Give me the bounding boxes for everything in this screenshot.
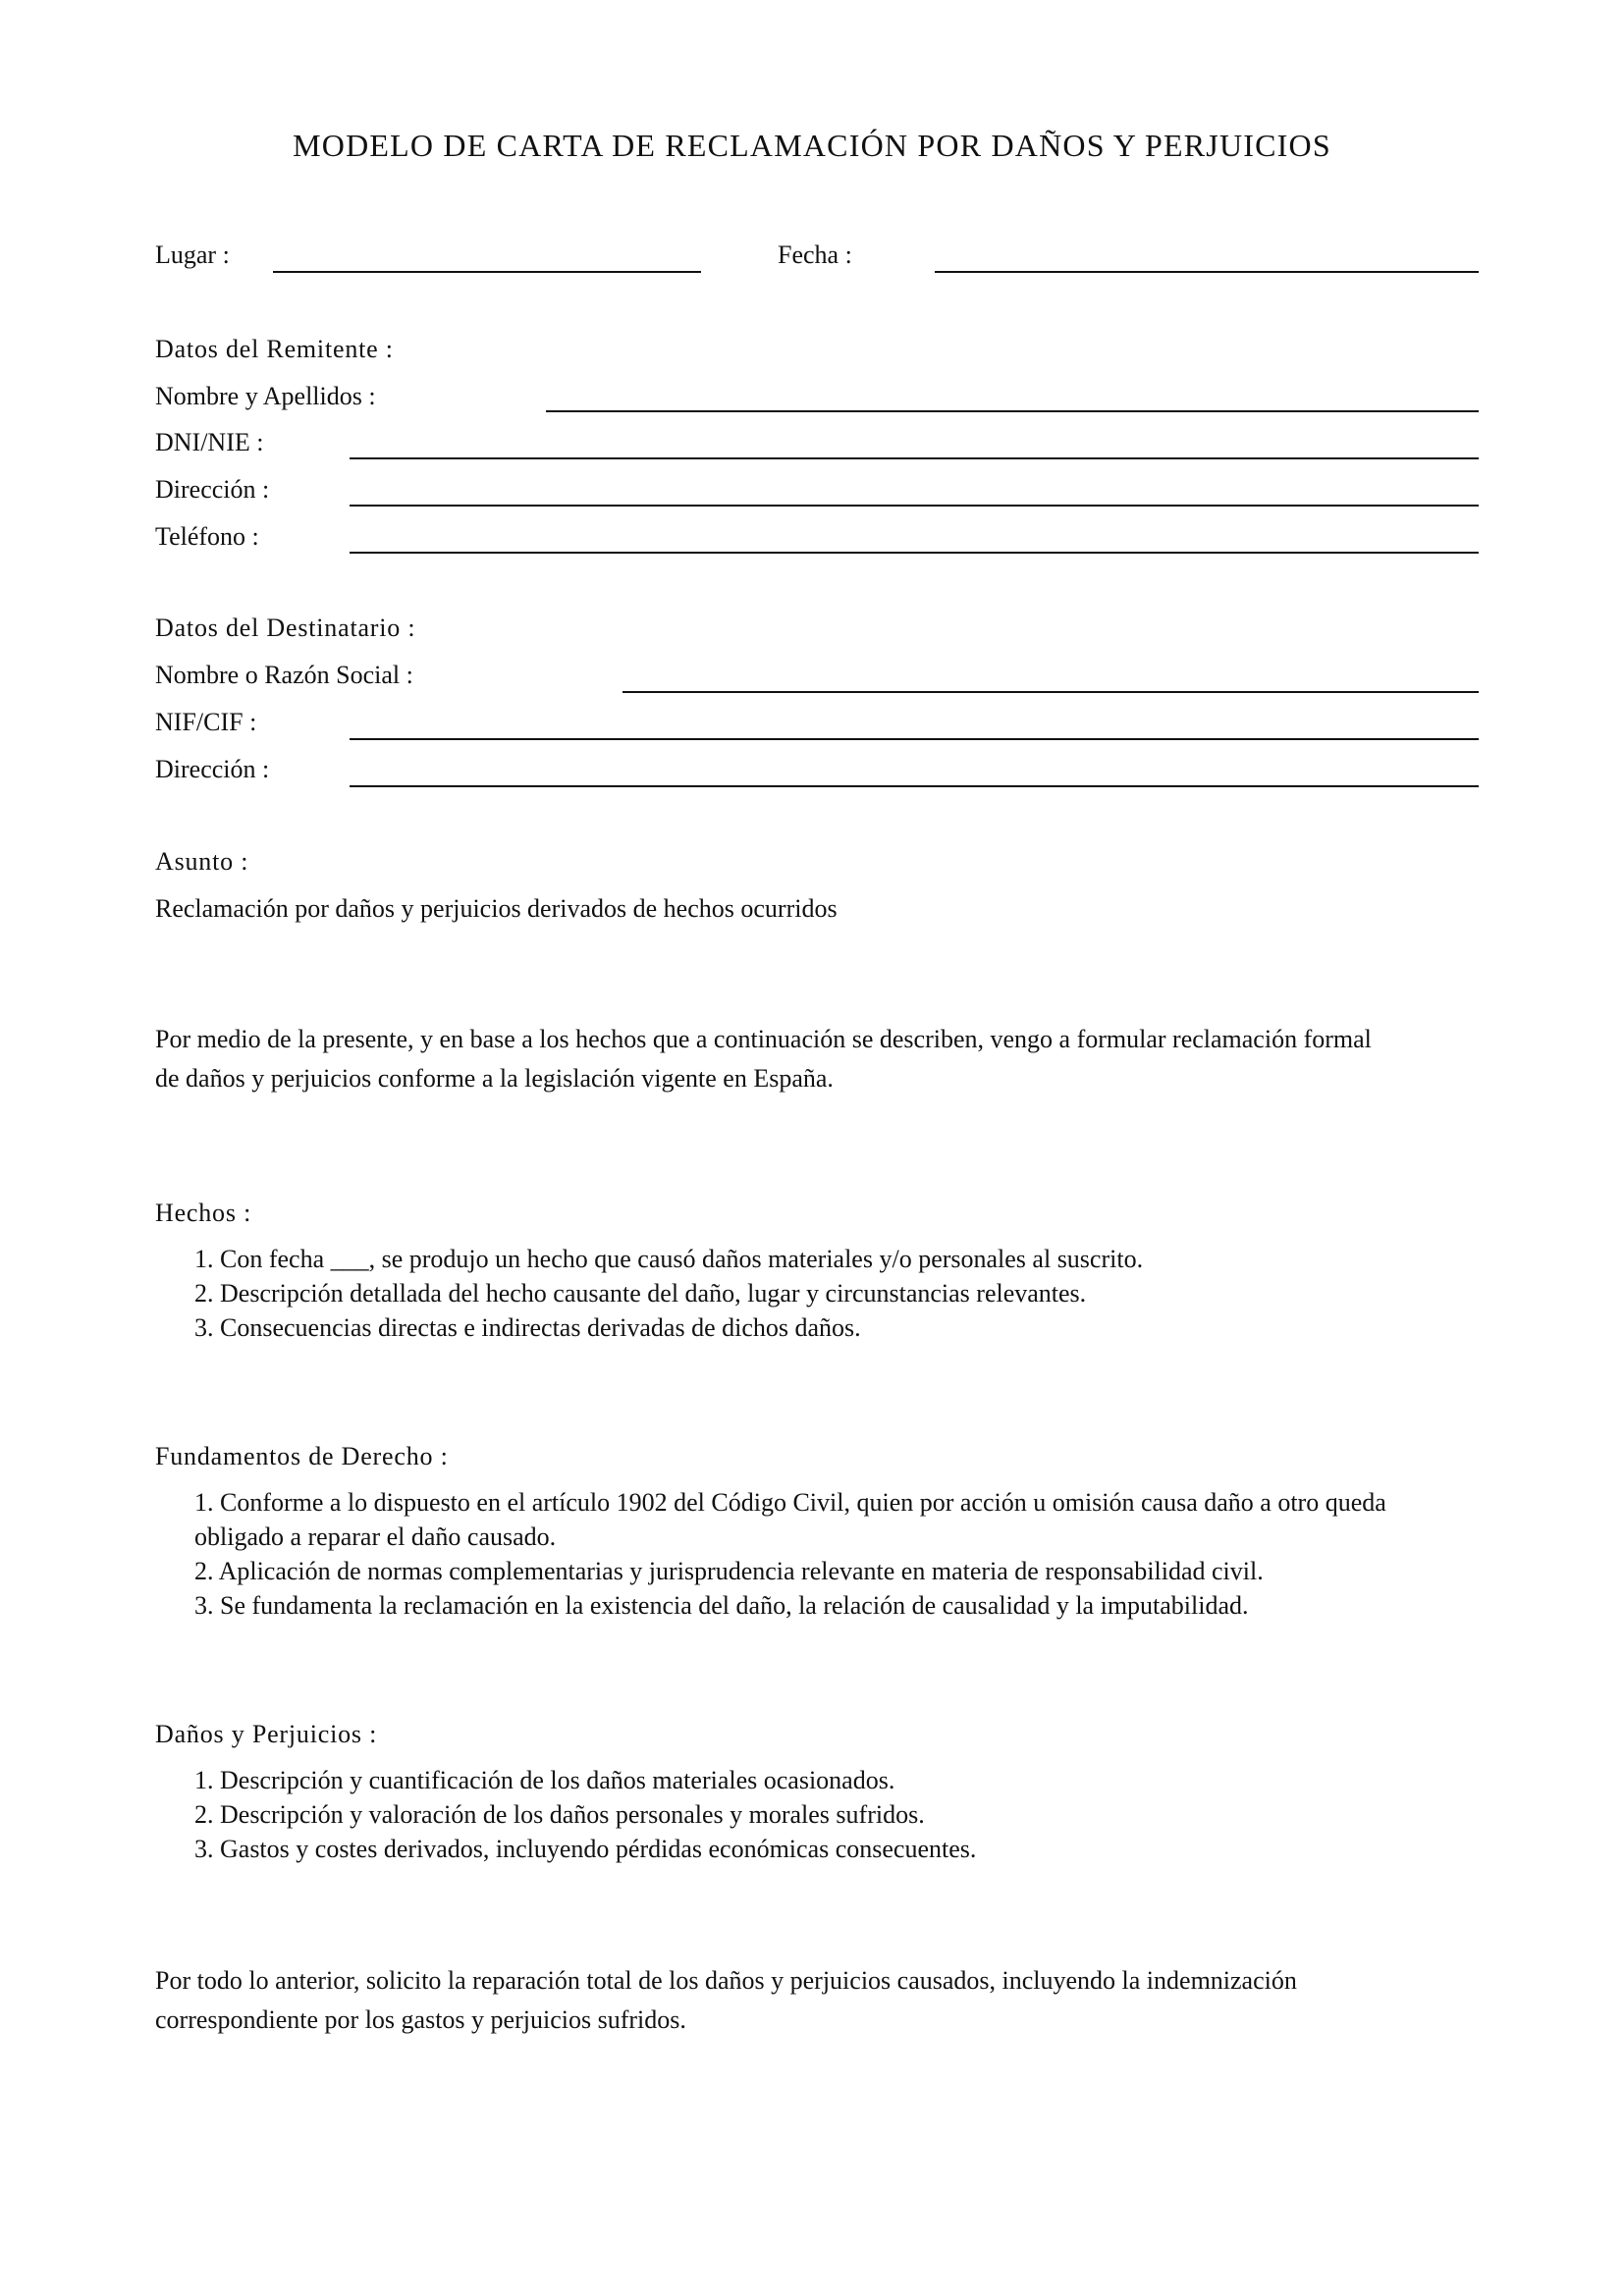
destinatario-direccion-field[interactable] <box>350 785 1479 787</box>
remitente-nombre-field[interactable] <box>546 410 1479 412</box>
remitente-direccion-field[interactable] <box>350 505 1479 507</box>
fundamentos-item-1: 1. Conforme a lo dispuesto en el artículo 1902 del Código Civil, quien por acción u omisión causa daño a otro queda <box>194 1488 1386 1517</box>
lugar-label: Lugar : <box>155 240 230 269</box>
fundamentos-heading: Fundamentos de Derecho : <box>155 1442 449 1470</box>
closing-line-2: correspondiente por los gastos y perjuicios sufridos. <box>155 2005 686 2034</box>
danos-item-3: 3. Gastos y costes derivados, incluyendo pérdidas económicas consecuentes. <box>194 1835 977 1863</box>
danos-item-1: 1. Descripción y cuantificación de los daños materiales ocasionados. <box>194 1766 895 1794</box>
hechos-item-2: 2. Descripción detallada del hecho causante del daño, lugar y circunstancias relevantes. <box>194 1279 1087 1308</box>
destinatario-direccion-label: Dirección : <box>155 755 270 783</box>
fecha-label: Fecha : <box>778 240 852 269</box>
fundamentos-item-2: 2. Aplicación de normas complementarias y jurisprudencia relevante en materia de responsabilidad civil. <box>194 1557 1264 1585</box>
lugar-field[interactable] <box>273 271 701 273</box>
fundamentos-item-1-continuation: obligado a reparar el daño causado. <box>194 1522 557 1551</box>
danos-heading: Daños y Perjuicios : <box>155 1720 378 1748</box>
remitente-heading: Datos del Remitente : <box>155 335 394 363</box>
destinatario-nif-field[interactable] <box>350 738 1479 740</box>
destinatario-heading: Datos del Destinatario : <box>155 614 416 642</box>
fecha-field[interactable] <box>935 271 1479 273</box>
destinatario-nif-label: NIF/CIF : <box>155 708 257 736</box>
remitente-dni-label: DNI/NIE : <box>155 428 264 456</box>
asunto-text: Reclamación por daños y perjuicios derivados de hechos ocurridos <box>155 894 838 923</box>
remitente-direccion-label: Dirección : <box>155 475 270 504</box>
intro-line-2: de daños y perjuicios conforme a la legislación vigente en España. <box>155 1064 834 1093</box>
destinatario-nombre-label: Nombre o Razón Social : <box>155 661 413 689</box>
asunto-heading: Asunto : <box>155 847 249 876</box>
remitente-nombre-label: Nombre y Apellidos : <box>155 382 376 410</box>
closing-line-1: Por todo lo anterior, solicito la reparación total de los daños y perjuicios causados, incluyendo la indemnización <box>155 1966 1297 1995</box>
remitente-telefono-field[interactable] <box>350 552 1479 554</box>
destinatario-nombre-field[interactable] <box>623 691 1479 693</box>
hechos-item-3: 3. Consecuencias directas e indirectas derivadas de dichos daños. <box>194 1313 861 1342</box>
fundamentos-item-3: 3. Se fundamenta la reclamación en la existencia del daño, la relación de causalidad y la imputabilidad. <box>194 1591 1249 1620</box>
document-title: MODELO DE CARTA DE RECLAMACIÓN POR DAÑOS Y PERJUICIOS <box>293 128 1331 163</box>
hechos-heading: Hechos : <box>155 1199 252 1227</box>
intro-line-1: Por medio de la presente, y en base a los hechos que a continuación se describen, vengo a formular reclamación formal <box>155 1025 1372 1053</box>
hechos-item-1: 1. Con fecha ___, se produjo un hecho que causó daños materiales y/o personales al suscrito. <box>194 1245 1144 1273</box>
remitente-dni-field[interactable] <box>350 457 1479 459</box>
remitente-telefono-label: Teléfono : <box>155 522 259 551</box>
danos-item-2: 2. Descripción y valoración de los daños personales y morales sufridos. <box>194 1800 925 1829</box>
